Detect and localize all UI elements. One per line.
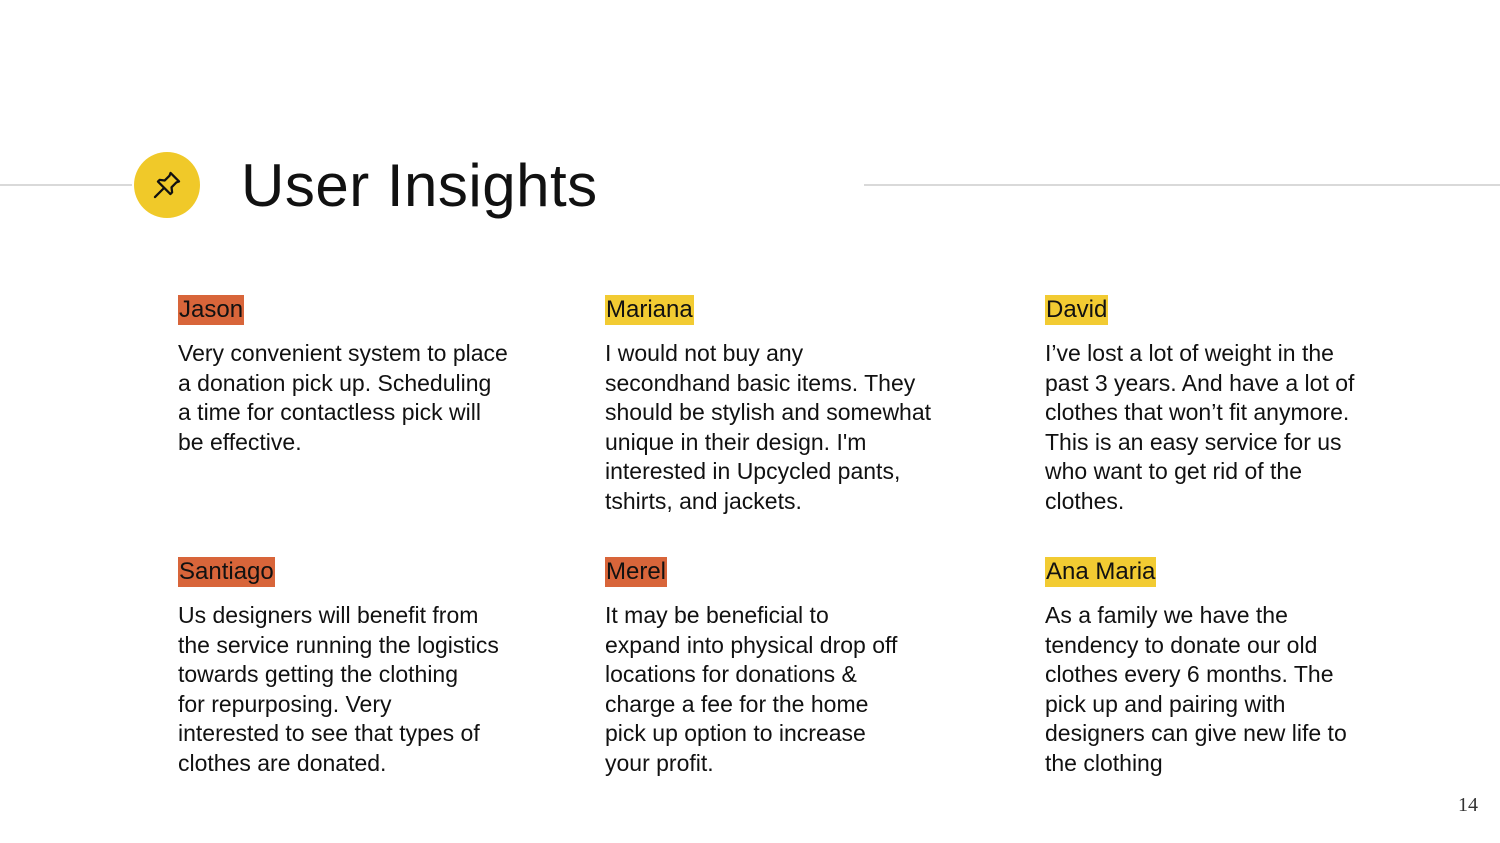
insight-card-santiago — [178, 557, 558, 779]
page-title: User Insights — [241, 152, 598, 219]
insight-card-jason — [178, 295, 558, 457]
header-rule-right — [864, 184, 1500, 186]
persona-name: Merel — [606, 558, 667, 585]
insight-card-david — [1045, 295, 1425, 517]
persona-name: David — [1046, 296, 1108, 323]
insight-card-merel — [605, 557, 985, 779]
page-number: 14 — [1458, 794, 1478, 816]
persona-name: Mariana — [606, 296, 693, 323]
insight-quote: It may be beneficial to expand into physical drop off locations for donations & charge a fee for the home pick up option to increase your profit. — [605, 602, 898, 776]
insight-quote: I would not buy any secondhand basic items. They should be stylish and somewhat unique in their design. I'm interested in Upcycled pants, tshirts, and jackets. — [605, 340, 932, 514]
insight-quote: Very convenient system to place a donation pick up. Scheduling a time for contactless pick will be effective. — [178, 340, 508, 455]
header-rule-left — [0, 184, 132, 186]
insight-quote: I’ve lost a lot of weight in the past 3 years. And have a lot of clothes that won’t fit anymore. This is an easy service for us who want to get rid of the clothes. — [1045, 340, 1355, 514]
persona-name: Ana Maria — [1046, 558, 1156, 585]
insight-card-ana-maria — [1045, 557, 1425, 779]
insight-card-mariana — [605, 295, 985, 517]
persona-name: Jason — [179, 296, 244, 323]
pushpin-icon — [134, 152, 200, 218]
insight-quote: Us designers will benefit from the service running the logistics towards getting the clothing for repurposing. Very interested to see that types of clothes are donated. — [178, 602, 499, 776]
insight-quote: As a family we have the tendency to donate our old clothes every 6 months. The pick up and pairing with designers can give new life to the clothing — [1045, 602, 1347, 776]
persona-name: Santiago — [179, 558, 274, 585]
